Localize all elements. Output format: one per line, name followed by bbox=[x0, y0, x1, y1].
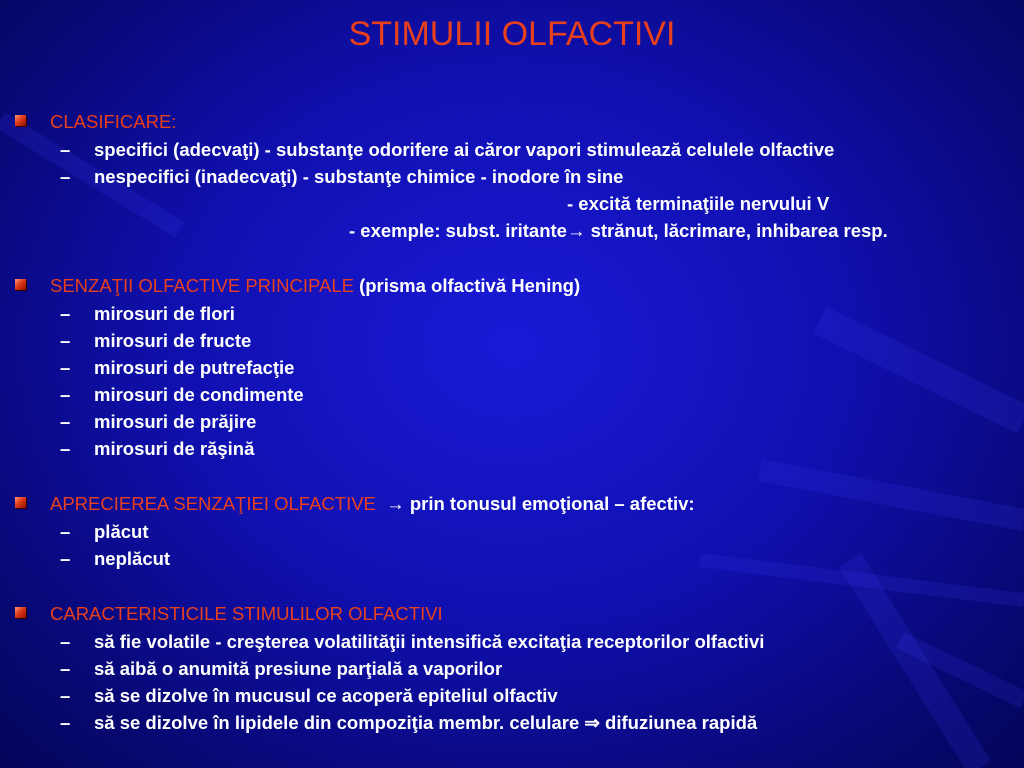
list-item-text: să se dizolve în mucusul ce acoperă epiteliul olfactiv bbox=[94, 685, 558, 706]
dash-bullet: – bbox=[60, 685, 71, 706]
dash-bullet: – bbox=[60, 548, 71, 569]
dash-bullet: – bbox=[60, 303, 71, 324]
list-item-text: să se dizolve în lipidele din compoziţia membr. celulare ⇒ difuziunea rapidă bbox=[94, 712, 758, 733]
dash-bullet: – bbox=[60, 139, 71, 160]
list-item-text: mirosuri de putrefacţie bbox=[94, 357, 295, 378]
list-item bbox=[0, 136, 1024, 163]
list-item bbox=[0, 381, 1024, 408]
section-heading bbox=[0, 490, 1024, 518]
list-item bbox=[0, 300, 1024, 327]
list-item bbox=[0, 163, 1024, 190]
dash-bullet: – bbox=[60, 631, 71, 652]
dash-bullet: – bbox=[60, 384, 71, 405]
dash-bullet: – bbox=[60, 330, 71, 351]
list-item bbox=[0, 408, 1024, 435]
continuation-text: - excită terminaţiile nervului V bbox=[567, 193, 830, 214]
square-bullet-icon bbox=[15, 115, 26, 126]
list-item bbox=[0, 655, 1024, 682]
section-heading bbox=[0, 600, 1024, 628]
list-item bbox=[0, 545, 1024, 572]
list-item bbox=[0, 354, 1024, 381]
continuation-text: - exemple: subst. iritante→ strănut, lăcrimare, inhibarea resp. bbox=[349, 220, 888, 241]
section-heading-text: SENZAŢII OLFACTIVE PRINCIPALE bbox=[50, 275, 354, 296]
list-item-text: să fie volatile - creşterea volatilităţii intensifică excitaţia receptorilor olfactivi bbox=[94, 631, 765, 652]
section-heading-note: → prin tonusul emoţional – afectiv: bbox=[375, 493, 695, 514]
list-item-text: mirosuri de răşină bbox=[94, 438, 255, 459]
list-item-text: mirosuri de fructe bbox=[94, 330, 252, 351]
list-item-text: să aibă o anumită presiune parţială a vaporilor bbox=[94, 658, 503, 679]
list-item-text: plăcut bbox=[94, 521, 149, 542]
section-heading-text: CLASIFICARE: bbox=[50, 111, 177, 132]
list-item bbox=[0, 709, 1024, 736]
square-bullet-icon bbox=[15, 279, 26, 290]
list-item bbox=[0, 628, 1024, 655]
slide-title: STIMULII OLFACTIVI bbox=[348, 15, 676, 53]
list-item-text: mirosuri de flori bbox=[94, 303, 235, 324]
slide-content bbox=[0, 108, 1024, 736]
dash-bullet: – bbox=[60, 357, 71, 378]
square-bullet-icon bbox=[15, 607, 26, 618]
list-item-text: nespecifici (inadecvaţi) - substanţe chimice - inodore în sine bbox=[94, 166, 624, 187]
section-heading-text: CARACTERISTICILE STIMULILOR OLFACTIVI bbox=[50, 603, 443, 624]
section-aprecierea bbox=[0, 490, 1024, 572]
list-item-text: neplăcut bbox=[94, 548, 171, 569]
list-item-text: mirosuri de condimente bbox=[94, 384, 304, 405]
section-heading-text: APRECIEREA SENZAŢIEI OLFACTIVE bbox=[50, 493, 376, 514]
continuation-line bbox=[0, 190, 1024, 217]
list-item bbox=[0, 682, 1024, 709]
section-heading bbox=[0, 272, 1024, 300]
section-heading bbox=[0, 108, 1024, 136]
dash-bullet: – bbox=[60, 712, 71, 733]
dash-bullet: – bbox=[60, 658, 71, 679]
list-item-text: specifici (adecvaţi) - substanţe odorifere ai căror vapori stimulează celulele olfactive bbox=[94, 139, 835, 160]
list-item bbox=[0, 327, 1024, 354]
section-heading-note: (prisma olfactivă Hening) bbox=[353, 275, 581, 296]
dash-bullet: – bbox=[60, 411, 71, 432]
section-caracteristici bbox=[0, 600, 1024, 736]
section-clasificare bbox=[0, 108, 1024, 244]
dash-bullet: – bbox=[60, 521, 71, 542]
list-item bbox=[0, 435, 1024, 462]
continuation-line bbox=[0, 217, 1024, 244]
square-bullet-icon bbox=[15, 497, 26, 508]
list-item-text: mirosuri de prăjire bbox=[94, 411, 257, 432]
dash-bullet: – bbox=[60, 166, 71, 187]
section-senzatii bbox=[0, 272, 1024, 462]
dash-bullet: – bbox=[60, 438, 71, 459]
list-item bbox=[0, 518, 1024, 545]
